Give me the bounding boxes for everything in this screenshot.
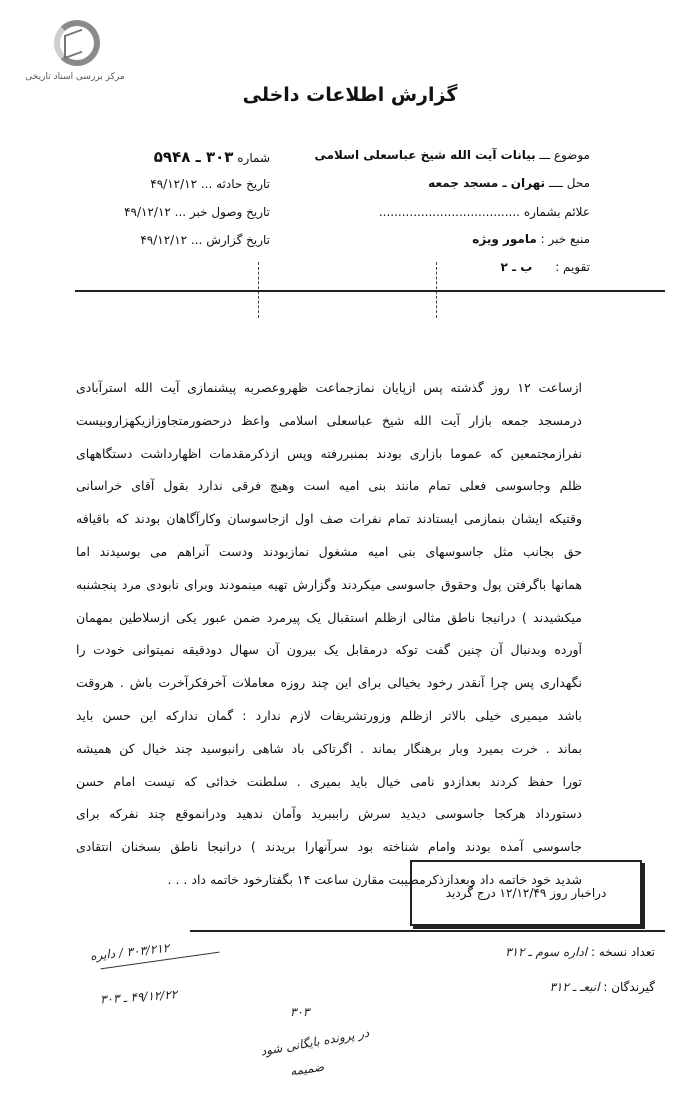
report-date-label: تاریخ گزارش xyxy=(206,233,270,247)
received-date-field: تاریخ وصول خبر ... ۴۹/۱۲/۱۲ xyxy=(124,205,270,219)
recipients-label: گیرندگان : xyxy=(603,980,655,994)
body-line: آورده وبدنبال آن چنین گفت توکه درمقابل یک بیرون آن سهال دودقیقه نمیتوانی خودت را xyxy=(76,642,582,658)
document-title: گزارش اطلاعات داخلی xyxy=(242,84,458,106)
body-line: نفرازمجتمعین که عموما بازاری بودند بمنبررفته وپس ازذکرمقدمات اظهارداشت دستگاههای xyxy=(76,445,582,461)
handwritten-note: ۳۰۳/۲۱۲ / دایره xyxy=(89,940,170,964)
copies-label: تعداد نسخه : xyxy=(590,945,655,959)
body-line: درمسجد جمعه بازار آیت الله شیخ عباسعلی اسلامی واعظ درحضورمتجاوزازیکهزاروبیست xyxy=(76,412,582,428)
subject-field: موضوع ـــ بیانات آیت الله شیخ عباسعلی اسلامی xyxy=(314,148,590,162)
body-line: ازساعت ۱۲ روز گذشته پس ازپایان نمازجماعت ظهروعصربه پیشنمازی آیت الله استرآبادی xyxy=(76,380,582,395)
place-label: محل xyxy=(566,176,590,190)
event-date-field: تاریخ حادثه ... ۴۹/۱۲/۱۲ xyxy=(150,177,270,191)
report-date-field: تاریخ گزارش ... ۴۹/۱۲/۱۲ xyxy=(140,233,270,247)
body-line: باشد میمیری خیلی بالاتر ازظلم وزورتشریفات لازم ندارد : گمان ندارکه این حسن باید xyxy=(76,707,582,723)
source-field xyxy=(472,232,590,246)
body-line: همانها باگرفتن پول وحقوق جاسوسی میکردند وگزارش تهیه مینمودند وبرای نابودی مرد پنجشنبه xyxy=(76,576,582,592)
subject-value: بیانات آیت الله شیخ عباسعلی اسلامی xyxy=(314,148,536,162)
body-line: شدید خود خاتمه داد وبعدازذکرمصیبت مقارن ساعت ۱۴ بگفتارخود خاتمه داد . . . xyxy=(167,871,582,887)
evaluation-field xyxy=(500,260,590,274)
archive-logo-icon xyxy=(54,20,100,66)
archive-logo xyxy=(20,18,130,98)
body-line: ظلم وجاسوسی فعلی تمام مانند بنی امیه است وهیچ فرقی ندارد بقول آقای خراسانی xyxy=(76,478,582,494)
report-date-value: ۴۹/۱۲/۱۲ xyxy=(140,233,188,247)
body-line: دستورداد هرکجا جاسوسی دیدید سرش رابببرید وآمان ندهید ودرانموقع چند نفرکه برای xyxy=(76,806,582,822)
number-field xyxy=(75,148,270,166)
received-date-label: تاریخ وصول خبر xyxy=(189,205,270,219)
place-value: تهران ـ مسجد جمعه xyxy=(428,176,546,190)
recipients-field xyxy=(549,980,655,994)
code-field: علائم بشماره ..................................... xyxy=(378,205,590,219)
source-label: منبع خبر : xyxy=(540,232,590,246)
code-label: علائم بشماره xyxy=(523,205,590,219)
evaluation-value: ب ـ ۲ xyxy=(500,260,533,274)
body-line: نگهداری پس چرا آنقدر رخود بخیالی برای این چند روزه معاملات آخرفکرآخرت باش . هروقت xyxy=(76,675,582,691)
handwritten-note: ضمیمه xyxy=(289,1059,325,1079)
body-line: حق بجانب مثل جاسوسهای بنی امیه مشغول نمازبودند ودست آنراهم می بوسیدند اما xyxy=(76,543,582,559)
body-line: بماند . خرت بمیرد وبار برهنگار بماند . اگرتاکی باد شاهی رانبوسید چند خیال کن همیشه xyxy=(76,740,582,756)
body-line: وقتیکه ایشان بنمازمی ایستادند تمام نفرات صف اول ازجاسوسان وکارآگاهان بودند که باقیافه xyxy=(76,511,582,527)
body-line: تورا حفظ کردند بعدازدو نامی خیال باید بمیری . سلطنت خدائی که نیست امام حسن xyxy=(76,773,582,789)
copies-value: اداره سوم ـ ۳۱۲ xyxy=(505,945,588,959)
footer-divider xyxy=(190,930,665,932)
number-value: ۳۰۳ ـ ۵۹۴۸ xyxy=(153,148,234,166)
copies-field xyxy=(505,945,655,959)
header-divider xyxy=(75,290,665,292)
body-line: میکشیدند ) درانیجا ناطق مثالی ازظلم استقبال یک پیرمرد ضمن عبور یکی ازسلاطین بمهمان xyxy=(76,609,582,625)
handwritten-note: در پرونده بایگانی شود xyxy=(259,1025,371,1059)
received-date-value: ۴۹/۱۲/۱۲ xyxy=(124,205,171,219)
recipients-value: انبعـ ـ ۳۱۲ xyxy=(549,980,600,994)
publication-stamp xyxy=(410,860,642,926)
handwritten-note: ۴۹/۱۲/۲۲ ـ ۳۰۳ xyxy=(99,987,178,1007)
subject-label: موضوع xyxy=(553,148,590,162)
number-label: شماره xyxy=(237,151,270,165)
event-date-label: تاریخ حادثه xyxy=(216,177,270,191)
event-date-value: ۴۹/۱۲/۱۲ xyxy=(150,177,198,191)
stamp-text: دراخبار روز ۱۲/۱۲/۴۹ درج گردید xyxy=(445,886,607,900)
evaluation-label: تقویم : xyxy=(555,260,590,274)
source-value: مامور ویژه xyxy=(472,232,537,246)
place-field: محل ــــ تهران ـ مسجد جمعه xyxy=(428,176,590,190)
report-body xyxy=(76,372,582,897)
archive-logo-text: مرکز بررسی اسناد تاریخی xyxy=(25,72,125,82)
body-line: جاسوسی آمده بودند وامام شناخته بود سرآنهارا بریدند ) درانیجا ناطق بسخنان انتقادی xyxy=(76,839,582,855)
handwritten-note: ۳۰۳ xyxy=(290,1005,310,1019)
